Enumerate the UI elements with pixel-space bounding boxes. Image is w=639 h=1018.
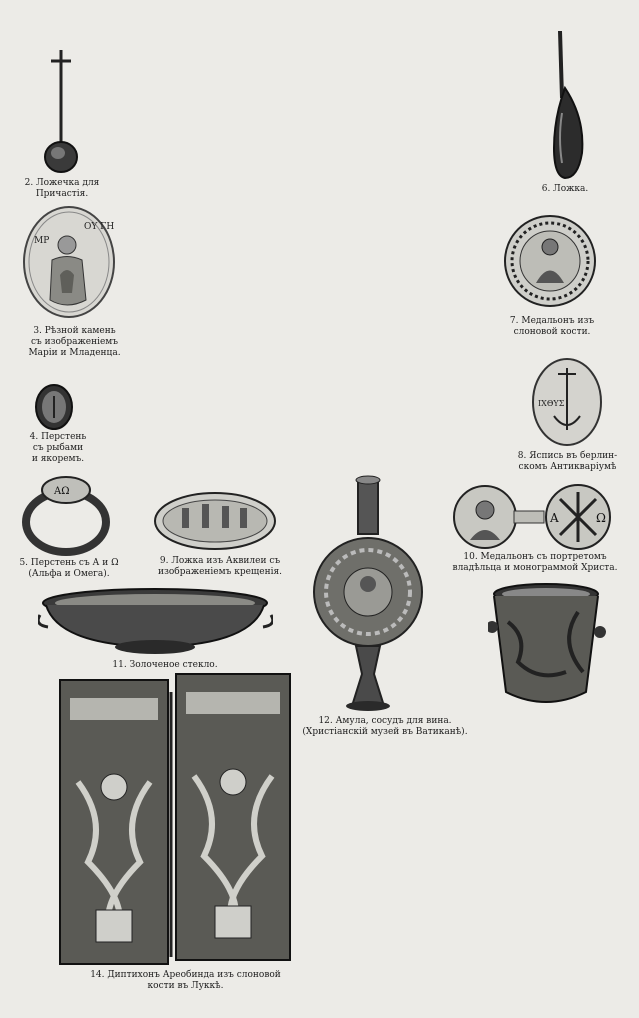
alpha-omega-ring-figure [22, 474, 110, 556]
portrait-medallion-figure [452, 484, 614, 550]
carved-gem-figure [22, 205, 117, 320]
ampulla-figure [312, 474, 424, 714]
cup-figure [488, 582, 606, 717]
communion-spoon-figure [28, 45, 98, 175]
caption-4: 4. Перстень съ рыбами и якоремъ. [29, 432, 87, 464]
caption-3: 3. Рѣзной камень съ изображеніемъ Маріи и Младенца. [28, 326, 121, 358]
spoon-figure [540, 28, 600, 183]
medal-alpha: Α [550, 511, 559, 525]
gilded-glass-figure [38, 585, 273, 657]
ivory-medallion-figure [502, 213, 598, 309]
caption-10: 10. Медальонъ съ портретомъ владѣльца и монограммой Христа. [452, 552, 618, 573]
caption-2: 2. Ложечка для Причастія. [24, 178, 100, 199]
gem-right-inscription: ΟΥ ΓΗ [84, 222, 115, 232]
caption-8: 8. Яспись въ берлин- скомъ Антикваріумѣ [517, 451, 618, 472]
aquileia-spoon-figure [152, 490, 278, 552]
jasper-inscription: ΙΧΘΥΣ [538, 399, 565, 408]
caption-9: 9. Ложка изъ Аквилеи съ изображеніемъ крещенія. [157, 556, 283, 577]
medal-omega: Ω [596, 511, 606, 525]
caption-6: 6. Ложка. [541, 184, 589, 194]
caption-14: 14. Диптихонъ Ареобинда изъ слоновой кости въ Луккѣ. [90, 970, 281, 991]
caption-11: 11. Золоченое стекло. [112, 660, 218, 670]
fish-anchor-ring-figure [33, 382, 75, 432]
caption-12: 12. Амула, сосудъ для вина. (Христіанскій музей въ Ватиканѣ). [302, 716, 468, 737]
caption-7: 7. Медальонъ изъ слоновой кости. [509, 316, 595, 337]
ring-inscription: ΑΩ [54, 486, 70, 497]
diptych-figure [58, 672, 294, 968]
jasper-figure [530, 356, 604, 448]
caption-5: 5. Перстень съ А и Ω (Альфа и Омега). [19, 558, 119, 579]
gem-left-inscription: ΜΡ [34, 236, 50, 246]
